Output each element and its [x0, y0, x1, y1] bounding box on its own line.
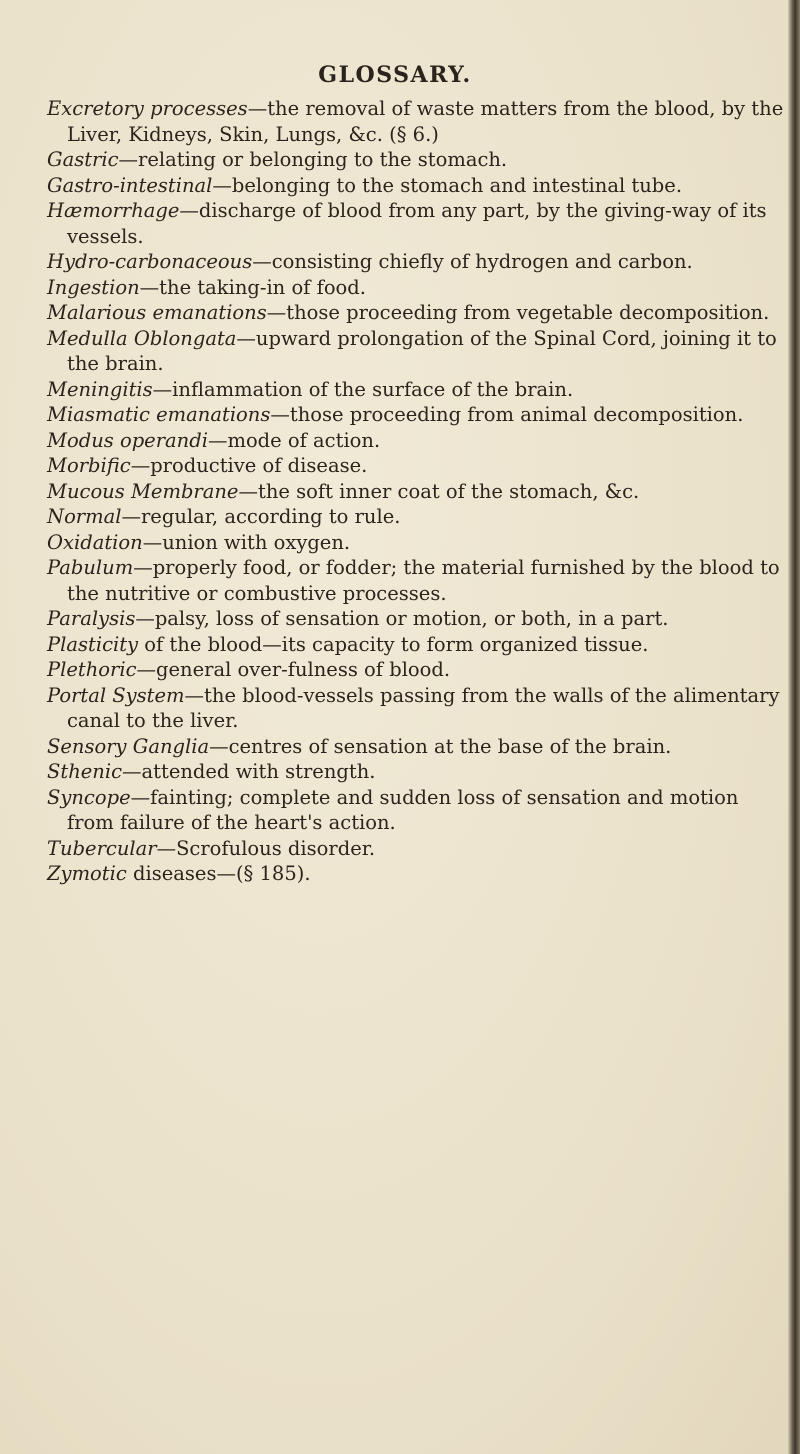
- term-separator: —: [130, 454, 151, 477]
- glossary-definition: general over-fulness of blood.: [156, 658, 451, 681]
- glossary-term: Sensory Ganglia: [47, 734, 210, 758]
- glossary-entry: [47, 275, 787, 301]
- term-separator: —: [130, 785, 151, 809]
- glossary-term: Excretory processes: [47, 97, 248, 120]
- term-separator: —: [122, 760, 142, 783]
- glossary-definition: the soft inner coat of the stomach, &c.: [257, 479, 640, 503]
- glossary-term: Hæmorrhage: [47, 199, 180, 222]
- glossary-entry: [47, 504, 787, 530]
- glossary-term: Mucous Membrane: [47, 479, 239, 503]
- glossary-entry: [47, 555, 787, 606]
- glossary-definition: of the blood—its capacity to form organized tissue.: [144, 632, 649, 656]
- glossary-definition: diseases—(§ 185).: [133, 862, 311, 885]
- glossary-definition: inflammation of the surface of the brain.: [172, 377, 574, 401]
- glossary-entry: [47, 606, 787, 632]
- glossary-definition: consisting chiefly of hydrogen and carbon.: [271, 250, 693, 273]
- glossary-entry: [47, 734, 787, 760]
- term-separator: —: [212, 173, 232, 197]
- glossary-definition: union with oxygen.: [162, 530, 351, 554]
- term-separator: —: [152, 377, 173, 401]
- term-separator: —: [135, 607, 155, 630]
- glossary-entry: [47, 326, 787, 377]
- glossary-entry: [47, 861, 787, 887]
- glossary-entry: [47, 249, 787, 275]
- glossary-entry: [47, 453, 787, 479]
- term-separator: —: [118, 148, 139, 171]
- term-separator: —: [142, 530, 163, 554]
- glossary-entry: [47, 785, 787, 836]
- glossary-entry: [47, 96, 787, 147]
- page-binding-edge: [788, 0, 800, 1454]
- glossary-definition: those proceeding from animal decomposition.: [289, 403, 744, 426]
- glossary-definition: the removal of waste matters from the blood, by the Liver, Kidneys, Skin, Lungs, &c. (§ 6.): [67, 97, 784, 146]
- term-separator: —: [179, 199, 199, 222]
- glossary-term: Tubercular: [47, 836, 157, 860]
- page-heading: GLOSSARY.: [318, 62, 472, 88]
- glossary-list: [47, 96, 787, 887]
- glossary-entry: [47, 683, 787, 734]
- glossary-term: Medulla Oblongata: [47, 326, 237, 350]
- glossary-entry: [47, 173, 787, 199]
- glossary-term: Gastric: [47, 148, 119, 171]
- glossary-definition: mode of action.: [227, 428, 381, 452]
- glossary-entry: [47, 759, 787, 785]
- glossary-term: Paralysis: [47, 607, 136, 630]
- glossary-term: Gastro-intestinal: [47, 173, 213, 197]
- glossary-term: Plasticity: [47, 632, 139, 656]
- term-separator: —: [209, 734, 229, 758]
- glossary-term: Zymotic: [47, 862, 127, 885]
- term-separator: —: [238, 479, 258, 503]
- glossary-entry: [47, 632, 787, 658]
- glossary-definition: Scrofulous disorder.: [176, 836, 376, 860]
- glossary-entry: [47, 198, 787, 249]
- term-separator: —: [247, 97, 268, 120]
- term-separator: —: [236, 326, 256, 350]
- glossary-term: Meningitis: [47, 377, 153, 401]
- glossary-definition: centres of sensation at the base of the brain.: [228, 734, 672, 758]
- term-separator: —: [139, 275, 160, 299]
- glossary-term: Hydro-carbonaceous: [47, 250, 253, 273]
- glossary-term: Normal: [47, 505, 122, 528]
- term-separator: —: [270, 403, 290, 426]
- term-separator: —: [207, 428, 228, 452]
- term-separator: —: [252, 250, 272, 273]
- term-separator: —: [136, 658, 157, 681]
- glossary-entry: [47, 377, 787, 403]
- glossary-definition: those proceeding from vegetable decomposition.: [286, 301, 770, 324]
- glossary-entry: [47, 479, 787, 505]
- glossary-term: Ingestion: [47, 275, 140, 299]
- glossary-definition: upward prolongation of the Spinal Cord, joining it to the brain.: [67, 326, 777, 375]
- glossary-entry: [47, 147, 787, 173]
- term-separator: —: [156, 836, 177, 860]
- glossary-entry: [47, 836, 787, 862]
- term-separator: —: [184, 683, 205, 707]
- term-separator: —: [121, 505, 141, 528]
- glossary-definition: discharge of blood from any part, by the giving-way of its vessels.: [67, 199, 767, 248]
- glossary-term: Malarious emanations: [47, 301, 267, 324]
- glossary-definition: palsy, loss of sensation or motion, or both, in a part.: [154, 607, 669, 630]
- glossary-term: Pabulum: [47, 556, 134, 579]
- term-separator: —: [266, 301, 287, 324]
- glossary-definition: the blood-vessels passing from the walls of the alimentary canal to the liver.: [67, 683, 780, 732]
- glossary-entry: [47, 428, 787, 454]
- glossary-term: Syncope: [47, 785, 131, 809]
- glossary-term: Miasmatic emanations: [47, 403, 271, 426]
- glossary-entry: [47, 530, 787, 556]
- glossary-entry: [47, 657, 787, 683]
- glossary-entry: [47, 402, 787, 428]
- glossary-term: Portal System: [47, 683, 185, 707]
- glossary-definition: properly food, or fodder; the material furnished by the blood to the nutritive or combustive processes.: [67, 556, 780, 605]
- glossary-term: Morbific: [47, 454, 131, 477]
- term-separator: —: [133, 556, 153, 579]
- glossary-definition: fainting; complete and sudden loss of sensation and motion from failure of the heart's action.: [67, 785, 739, 834]
- glossary-definition: attended with strength.: [141, 760, 376, 783]
- glossary-term: Oxidation: [47, 530, 143, 554]
- glossary-definition: relating or belonging to the stomach.: [138, 148, 508, 171]
- glossary-definition: regular, according to rule.: [140, 505, 401, 528]
- glossary-definition: productive of disease.: [150, 454, 368, 477]
- glossary-entry: [47, 300, 787, 326]
- glossary-term: Sthenic: [47, 760, 123, 783]
- glossary-term: Plethoric: [47, 658, 137, 681]
- glossary-definition: belonging to the stomach and intestinal tube.: [231, 173, 683, 197]
- glossary-definition: the taking-in of food.: [159, 275, 366, 299]
- glossary-term: Modus operandi: [47, 428, 208, 452]
